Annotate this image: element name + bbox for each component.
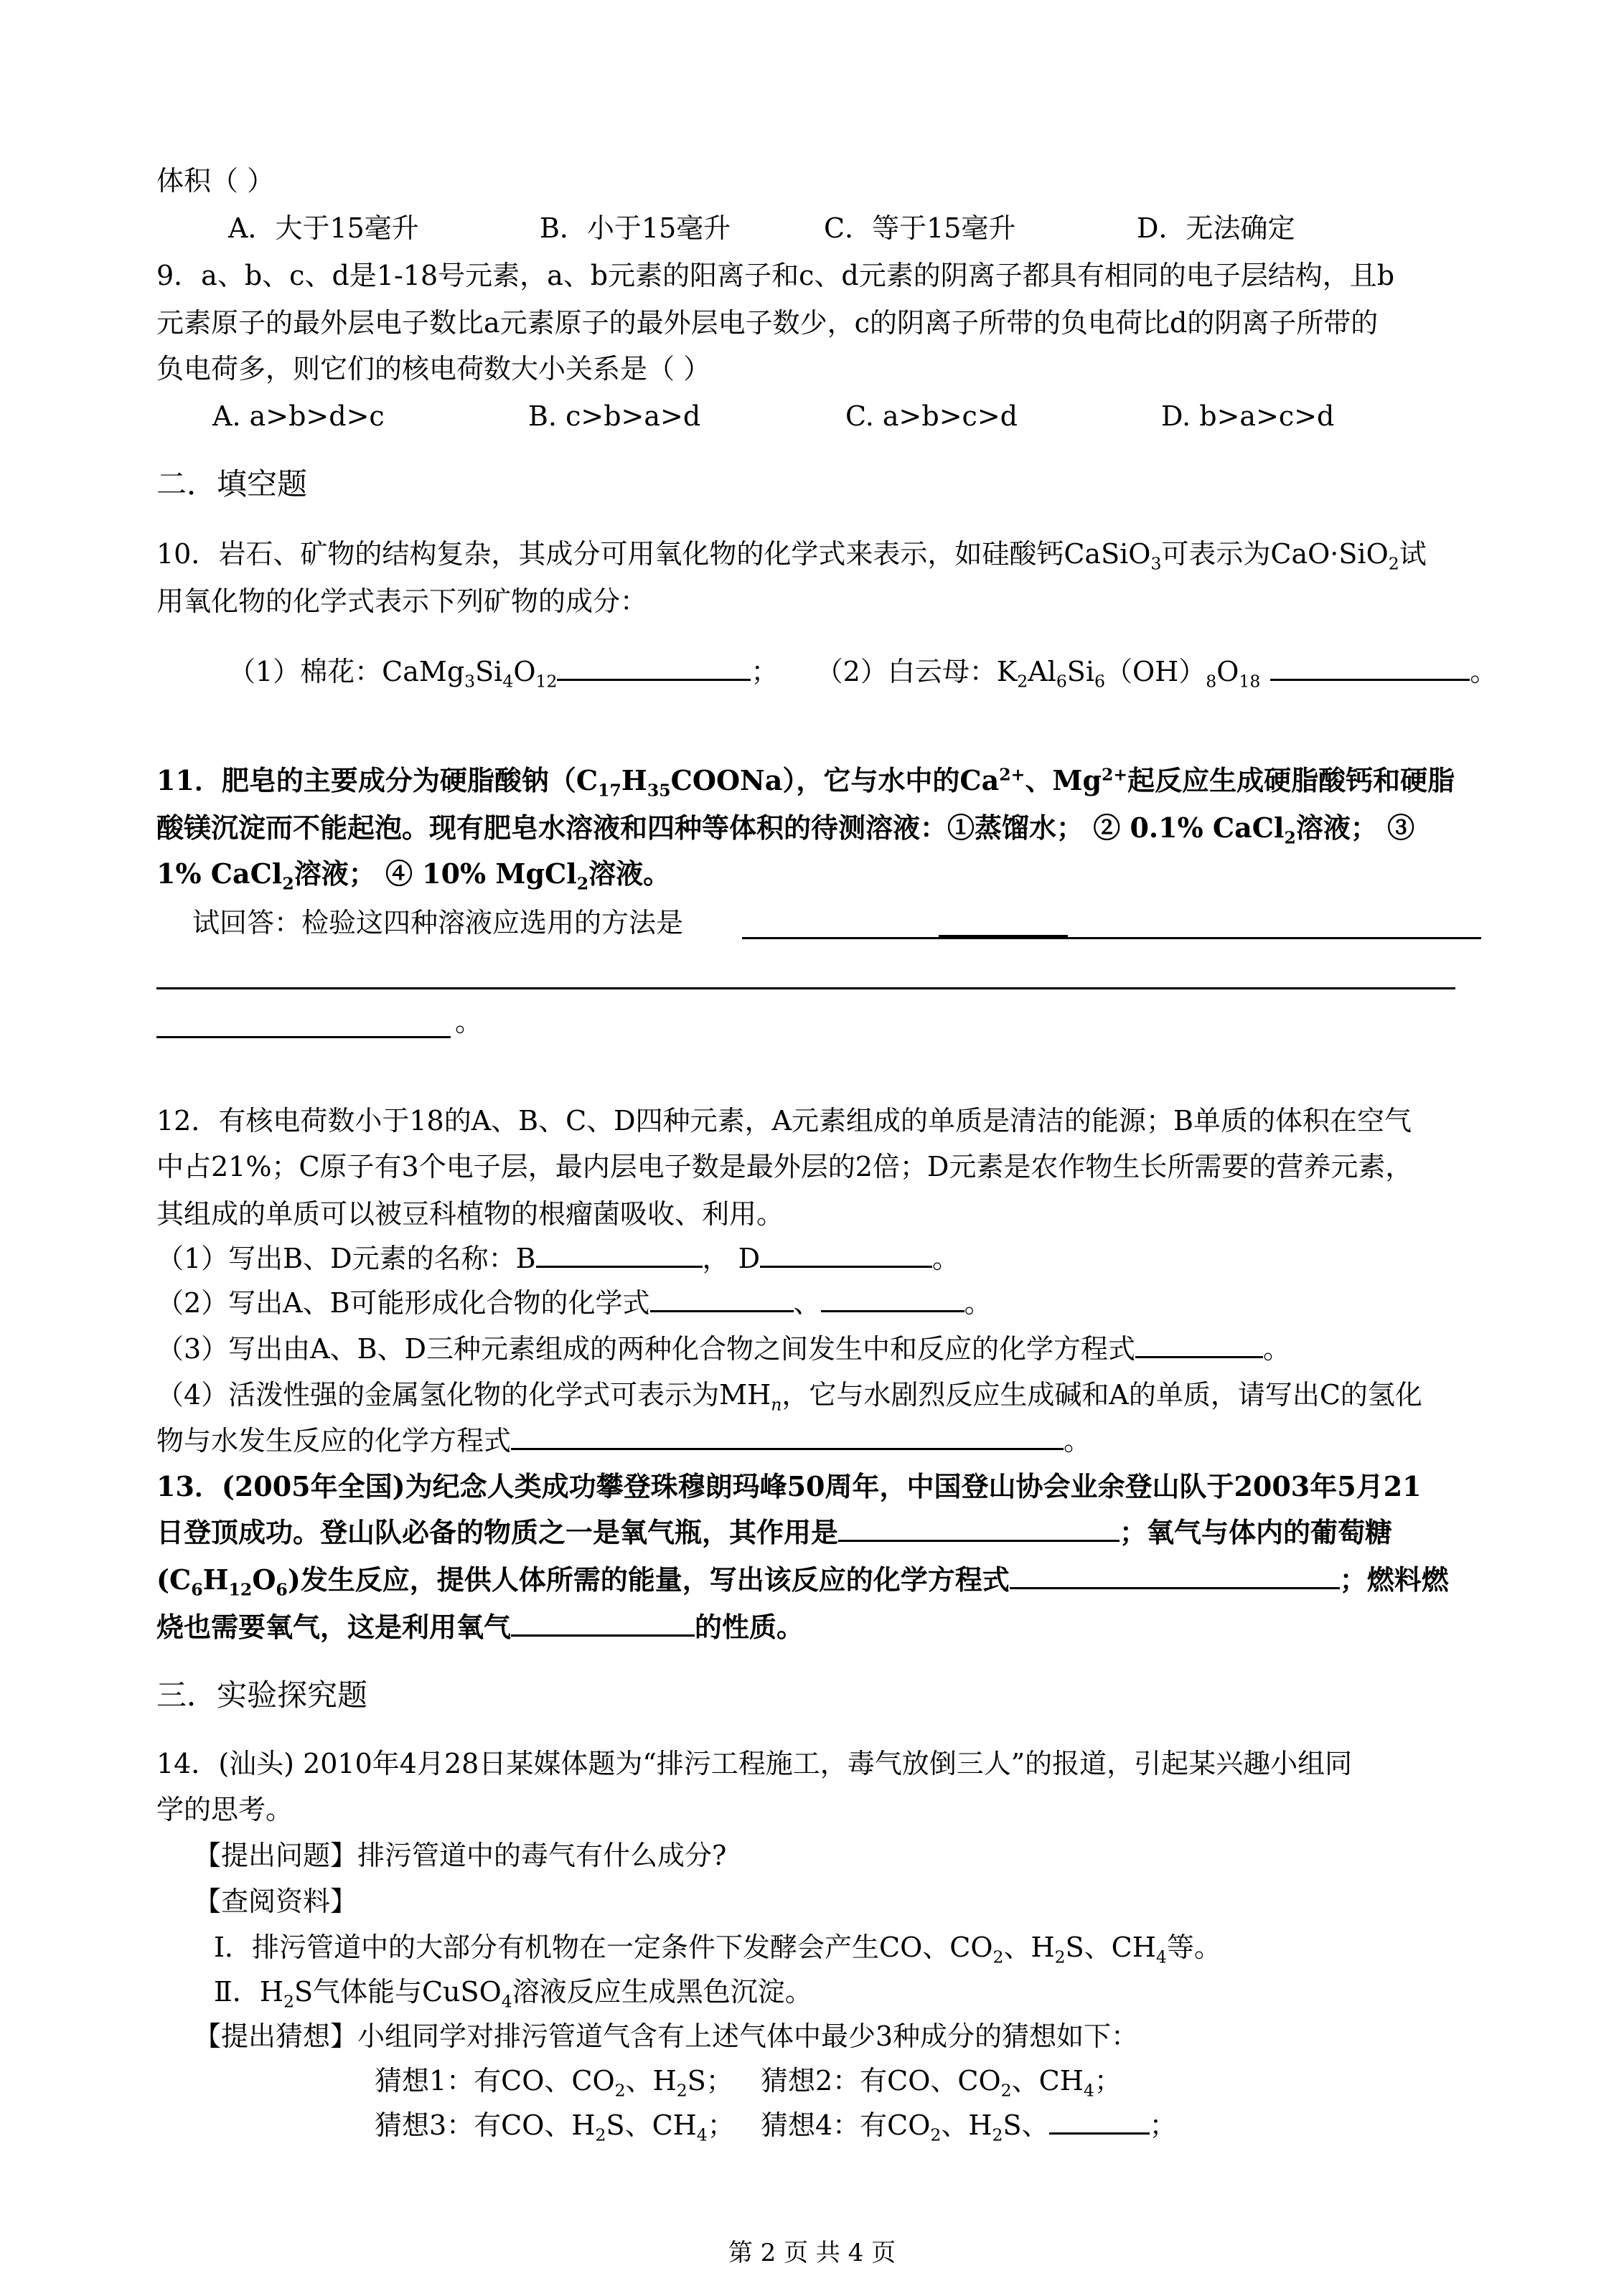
q11-text: 溶液； ④ 10% MgCl — [294, 857, 577, 890]
q13-text: 的性质。 — [695, 1611, 804, 1643]
q8-option-a: A．大于15毫升 — [228, 212, 419, 244]
sub: 17 — [598, 780, 621, 801]
formula-part: H — [621, 764, 647, 796]
sub: 6 — [276, 1579, 288, 1600]
q8-option-d: D．无法确定 — [1137, 212, 1295, 244]
punct: 。 — [1263, 1333, 1291, 1365]
punct: ； — [1149, 2109, 1177, 2141]
q11-answer-line-2[interactable] — [156, 987, 1455, 989]
punct: 。 — [1470, 656, 1498, 687]
sub: 35 — [647, 780, 671, 801]
q14-guess-1 — [375, 2064, 733, 2101]
q8-option-c: C．等于15毫升 — [824, 212, 1016, 244]
sub: 2 — [676, 2080, 687, 2101]
q10-line-2: 用氧化物的化学式表示下列矿物的成分： — [156, 585, 648, 617]
sub: 4 — [1155, 1947, 1167, 1967]
q11-text: 溶液。 — [588, 857, 671, 890]
formula-part: O — [1216, 656, 1239, 687]
sub: 2 — [930, 2125, 942, 2145]
sub: 2 — [992, 2125, 1003, 2145]
sub: n — [771, 1394, 782, 1415]
sub: 2 — [992, 1947, 1004, 1967]
q13-oxygen-use-blank[interactable] — [838, 1515, 1120, 1542]
sub: 2 — [1000, 2080, 1012, 2101]
q13-line-4 — [156, 1610, 1624, 1645]
q14-line-4: 【查阅资料】 — [194, 1886, 358, 1917]
q14-guess-4 — [761, 2108, 1177, 2145]
q14-text: 、H — [625, 2065, 677, 2097]
q11-line-2 — [156, 811, 1624, 848]
sub: 4 — [696, 2125, 708, 2145]
q12-part-3-blank[interactable] — [1135, 1332, 1263, 1358]
sub: 18 — [1239, 671, 1261, 692]
sub: 2 — [1017, 671, 1028, 692]
q14-text: S、CH — [1065, 1932, 1156, 1963]
sub: 2 — [1284, 827, 1296, 848]
q8-tail-text: 体积（ ） — [156, 165, 275, 197]
q14-text: 等。 — [1166, 1932, 1221, 1963]
sub: 2 — [614, 2080, 626, 2101]
q11-question-prompt: 试回答：检验这四种溶液应选用的方法是 — [192, 907, 684, 938]
sub: 2 — [576, 873, 589, 894]
q9-line-3: 负电荷多，则它们的核电荷数大小关系是（ ） — [156, 353, 711, 385]
sub: 2 — [282, 873, 294, 894]
q11-answer-line-1[interactable] — [742, 937, 1481, 939]
formula-part: O — [252, 1563, 276, 1596]
q12-line-2: 中占21%；C原子有3个电子层，最内层电子数是最外层的2倍；D元素是农作物生长所需要的营养元素， — [156, 1151, 1413, 1182]
q13-line-3 — [156, 1563, 1624, 1600]
q14-text: ； — [1094, 2065, 1122, 2097]
formula-part: O — [513, 656, 536, 687]
q14-guess-2 — [761, 2064, 1122, 2101]
q10-part-1-answer-blank[interactable] — [557, 654, 751, 681]
sub: 2 — [1054, 1947, 1066, 1967]
formula-part: （OH） — [1104, 656, 1206, 687]
q14-info-1 — [214, 1930, 1624, 1965]
q14-text: S； — [687, 2065, 733, 2097]
sub: 4 — [501, 1991, 512, 2012]
q12-part-1-text: （1）写出B、D元素的名称：B — [156, 1243, 536, 1274]
q10-part-2-label: （2）白云母：K — [815, 656, 1018, 687]
q12-part-3-text: （3）写出由A、B、D三种元素组成的两种化合物之间发生中和反应的化学方程式 — [156, 1333, 1136, 1365]
q12-part-1 — [156, 1241, 1624, 1276]
q13-text: 烧也需要氧气，这是利用氧气 — [156, 1611, 512, 1643]
q10-line-1-end: 试 — [1399, 538, 1427, 570]
q12-part-4-line-1 — [156, 1378, 1624, 1415]
q11-line-3 — [156, 857, 1624, 894]
sub: 6 — [1094, 671, 1105, 692]
q12-part-4-line-2 — [156, 1424, 1624, 1458]
q14-text: Ⅱ．H — [214, 1976, 283, 2008]
q14-text: S、CH — [606, 2109, 697, 2141]
q9-option-c: C. a>b>c>d — [845, 400, 1018, 432]
q14-line-2: 学的思考。 — [156, 1794, 294, 1825]
q10-part-2-answer-blank[interactable] — [1270, 654, 1470, 681]
q14-text: 猜想1：有CO、CO — [375, 2065, 615, 2097]
formula-part: Si — [1066, 656, 1094, 687]
q13-text: 日登顶成功。登山队必备的物质之一是氧气瓶，其作用是 — [156, 1516, 839, 1548]
q12-line-1: 12．有核电荷数小于18的A、B、C、D四种元素，A元素组成的单质是清洁的能源；B单质的体积在空气 — [156, 1105, 1412, 1137]
sub: 3 — [464, 671, 476, 692]
sup: 2+ — [1102, 764, 1128, 785]
q14-line-1: 14．(汕头) 2010年4月28日某媒体题为“排污工程施工，毒气放倒三人”的报道，引起某兴趣小组同 — [156, 1748, 1353, 1779]
formula-part: Si — [475, 656, 503, 687]
q11-text: 酸镁沉淀而不能起泡。现有肥皂水溶液和四种等体积的待测溶液：①蒸馏水； ② 0.1% CaCl — [156, 811, 1285, 844]
q9-line-2: 元素原子的最外层电子数比a元素原子的最外层电子数少，c的阴离子所带的负电荷比d的阴离子所带的 — [156, 307, 1379, 339]
q13-line-1: 13．(2005年全国)为纪念人类成功攀登珠穆朗玛峰50周年，中国登山协会业余登山队于2003年5月21 — [156, 1470, 1422, 1502]
q14-line-7: 【提出猜想】小组同学对排污管道气含有上述气体中最少3种成分的猜想如下： — [194, 2020, 1139, 2052]
q12-part-4-text: 物与水发生反应的化学方程式 — [156, 1425, 512, 1457]
q10-part-1-label: （1）棉花：CaMg — [228, 656, 465, 687]
q12-part-3 — [156, 1332, 1624, 1366]
q9-line-1: 9．a、b、c、d是1-18号元素，a、b元素的阳离子和c、d元素的阴离子都具有相同的电子层结构，且b — [156, 260, 1395, 291]
q12-part-1-text: ， D — [702, 1243, 761, 1274]
q13-equation-blank[interactable] — [1010, 1563, 1340, 1589]
q11-text: 11．肥皂的主要成分为硬脂酸钠（C — [156, 764, 599, 796]
q14-line-3: 【提出问题】排污管道中的毒气有什么成分? — [194, 1840, 727, 1871]
formula-part: Al — [1028, 656, 1056, 687]
punct: 、 — [793, 1287, 821, 1319]
sub: 12 — [228, 1579, 253, 1600]
sub: 6 — [191, 1579, 203, 1600]
sub: 2 — [595, 2125, 606, 2145]
q14-text: ； — [707, 2109, 735, 2141]
q11-text: 1% CaCl — [156, 857, 283, 890]
page-footer: 第 2 页 共 4 页 — [728, 2239, 896, 2267]
q11-answer-line-1-overlay — [939, 935, 1068, 937]
q14-text: 、H — [941, 2109, 992, 2141]
q10-sub: 3 — [1150, 553, 1162, 574]
formula-part: H — [202, 1563, 229, 1596]
q10-line-1-text: 10．岩石、矿物的结构复杂，其成分可用氧化物的化学式来表示，如硅酸钙 — [156, 538, 1064, 570]
q12-part-4-blank[interactable] — [511, 1424, 1064, 1450]
q14-text: Ⅰ．排污管道中的大部分有机物在一定条件下发酵会产生CO、CO — [214, 1932, 993, 1963]
punct: 。 — [1064, 1425, 1092, 1457]
q10-formula-casio3: CaSiO — [1064, 538, 1151, 570]
section-3-title: 三．实验探究题 — [156, 1678, 368, 1713]
sub: 2 — [283, 1991, 294, 2012]
q11-text: 溶液； ③ — [1295, 811, 1415, 844]
q14-guess-3 — [375, 2108, 735, 2145]
sub: 8 — [1206, 671, 1217, 692]
q13-text: (C — [156, 1563, 192, 1596]
q11-text: COONa），它与水中的Ca — [670, 764, 1000, 796]
q10-parts — [228, 654, 1624, 692]
q14-text: S气体能与CuSO — [294, 1976, 502, 2008]
q10-formula-cao-sio2: 可表示为CaO·SiO — [1161, 538, 1389, 570]
q11-line-4 — [192, 905, 1624, 940]
q13-property-blank[interactable] — [511, 1610, 695, 1637]
q12-part-2-text: （2）写出A、B可能形成化合物的化学式 — [156, 1287, 650, 1319]
q12-part-4-text: （4）活泼性强的金属氢化物的化学式可表示为MH — [156, 1379, 771, 1411]
q10-line-1 — [156, 537, 1624, 574]
q9-option-b: B. c>b>a>d — [528, 400, 701, 432]
q11-text: 、Mg — [1025, 764, 1102, 796]
q11-answer-line-3[interactable] — [156, 1036, 451, 1038]
q14-info-2 — [214, 1975, 1624, 2012]
q14-text: 、H — [1003, 1932, 1055, 1963]
q11-end: 。 — [455, 1006, 483, 1038]
q9-option-d: D. b>a>c>d — [1161, 400, 1335, 432]
sub: 6 — [1056, 671, 1067, 692]
q13-line-2 — [156, 1515, 1624, 1550]
sub: 4 — [1083, 2080, 1094, 2101]
q13-text: ；氧气与体内的葡萄糖 — [1120, 1516, 1393, 1548]
q14-text: 猜想3：有CO、H — [375, 2109, 596, 2141]
sup: 2+ — [999, 764, 1025, 785]
q14-text: 溶液反应生成黑色沉淀。 — [512, 1976, 812, 2008]
q11-text: 起反应生成硬脂酸钙和硬脂 — [1127, 764, 1455, 796]
q10-sub: 2 — [1388, 553, 1399, 574]
sub: 12 — [535, 671, 558, 692]
q12-part-4-text: ，它与水剧烈反应生成碱和A的单质，请写出C的氢化 — [782, 1379, 1422, 1411]
q8-option-b: B．小于15毫升 — [540, 212, 731, 244]
q11-line-1 — [156, 763, 1624, 801]
q12-part-2-blank-1[interactable] — [650, 1286, 794, 1312]
sub: 4 — [502, 671, 514, 692]
q12-part-1-blank-d[interactable] — [760, 1241, 932, 1268]
section-2-title: 二．填空题 — [156, 466, 308, 502]
q13-text: )发生反应，提供人体所需的能量，写出该反应的化学方程式 — [287, 1563, 1010, 1596]
q12-part-2-blank-2[interactable] — [821, 1286, 964, 1312]
q14-text: 、CH — [1011, 2065, 1084, 2097]
q8-tail — [156, 164, 1624, 198]
punct: ； — [751, 656, 779, 687]
q12-line-3: 其组成的单质可以被豆科植物的根瘤菌吸收、利用。 — [156, 1198, 784, 1230]
q14-text: 猜想2：有CO、CO — [761, 2065, 1001, 2097]
q9-option-a: A. a>b>d>c — [212, 400, 385, 432]
q14-text: 猜想4：有CO — [761, 2109, 931, 2141]
q14-guess-4-blank[interactable] — [1049, 2108, 1150, 2135]
punct: 。 — [964, 1287, 992, 1319]
q12-part-1-blank-b[interactable] — [536, 1241, 703, 1268]
q12-part-2 — [156, 1286, 1624, 1320]
punct: 。 — [932, 1243, 960, 1274]
q14-text: S、 — [1003, 2109, 1049, 2141]
q13-text: ；燃料燃 — [1339, 1563, 1449, 1596]
